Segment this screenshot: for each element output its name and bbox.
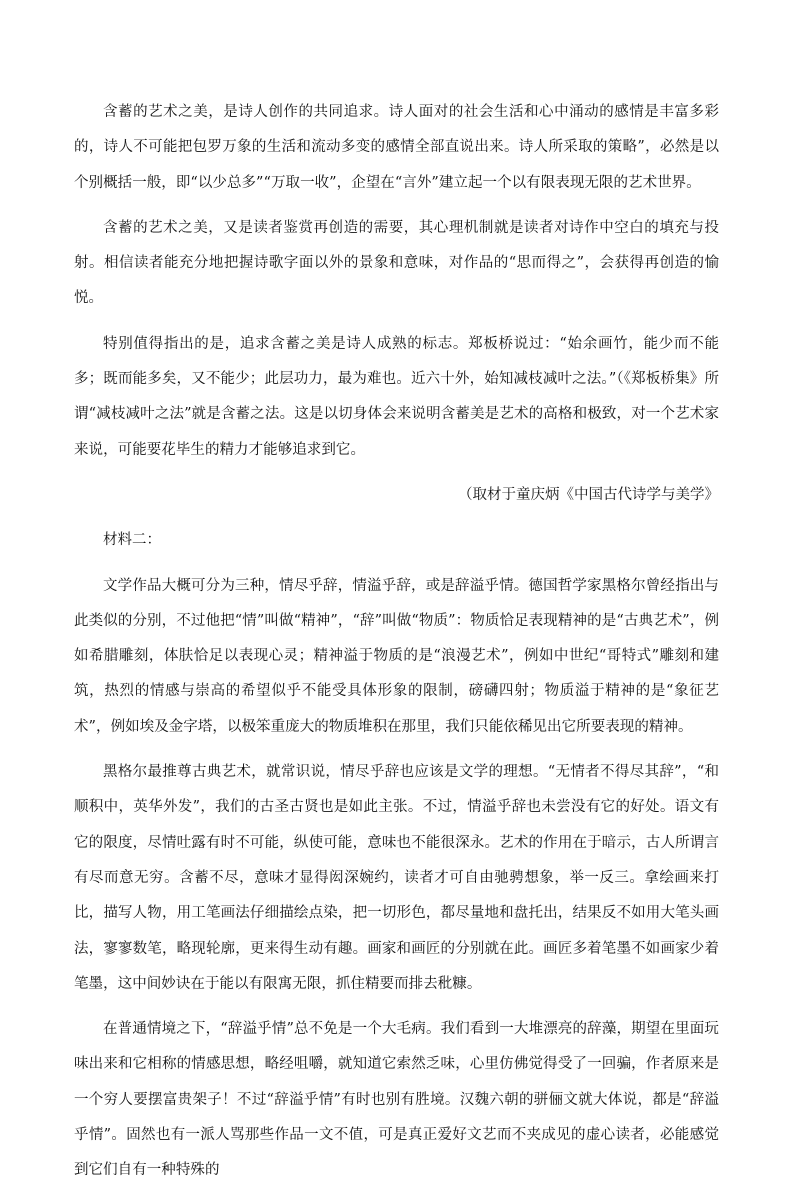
paragraph-aesthetics-reader: 含蓄的艺术之美，又是读者鉴赏再创造的需要，其心理机制就是读者对诗作中空白的填充与投射。相信读者能充分地把握诗歌字面以外的景象和意味，对作品的“思而得之”，会获得再创造的愉悦。: [74, 219, 719, 307]
paragraph-hegel-classical: 黑格尔最推尊古典艺术，就常识说，情尽乎辞也应该是文学的理想。“无情者不得尽其辞”，“和顺积中，英华外发”，我们的古圣古贤也是如此主张。不过，情溢乎辞也未尝没有它的好处。语文有它的限度，尽情吐露有时不可能，纵使可能，意味也不能很深永。艺术的作用在于暗示，古人所谓言有尽而意无穷。含蓄不尽，意味才显得闳深婉约，读者才可自由驰骋想象，举一反三。拿绘画来打比，描写人物，用工笔画法仔细描绘点染，把一切形色，都尽量地和盘托出，结果反不如用大笔头画法，寥寥数笔，略现轮廓，更来得生动有趣。画家和画匠的分别就在此。画匠多着笔墨不如画家少着笔墨，这中间妙诀在于能以有限寓无限，抓住精要而排去秕糠。: [74, 764, 719, 992]
document-body: [74, 95, 719, 1189]
material-heading: 材料二：: [103, 532, 161, 549]
paragraph-rhetoric-excess: 在普通情境之下，“辞溢乎情”总不免是一个大毛病。我们看到一大堆漂亮的辞藻，期望在里面玩味出来和它相称的情感思想，略经咀嚼，就知道它索然乏味，心里仿佛觉得受了一回骗，作者原来是一个穷人要摆富贵架子！不过“辞溢乎情”有时也别有胜境。汉魏六朝的骈俪文就大体说，都是“辞溢乎情”。固然也有一派人骂那些作品一文不值，可是真正爱好文艺而不夹成见的虚心读者，必能感觉到它们自有一种特殊的: [74, 1021, 719, 1179]
paragraph-aesthetics-creation: 含蓄的艺术之美，是诗人创作的共同追求。诗人面对的社会生活和心中涌动的感情是丰富多彩的，诗人不可能把包罗万象的生活和流动多变的感情全部直说出来。诗人所采取的策略”，必然是以个别概括一般，即“以少总多”“万取一收”，企望在“言外”建立起一个以有限表现无限的艺术世界。: [74, 104, 719, 191]
paragraph-three-types: 文学作品大概可分为三种，情尽乎辞，情溢乎辞，或是辞溢乎情。德国哲学家黑格尔曾经指出与此类似的分别，不过他把“情”叫做“精神”，“辞”叫做“物质”：物质恰足表现精神的是“古典艺术”，例如希腊雕刻，体肤恰足以表现心灵；精神溢于物质的是“浪漫艺术”，例如中世纪“哥特式”雕刻和建筑，热烈的情感与崇高的希望似乎不能受具体形象的限制，磅礴四射；物质溢于精神的是“象征艺术”，例如埃及金字塔，以极笨重庞大的物质堆积在那里，我们只能依稀见出它所要表现的精神。: [74, 577, 719, 735]
paragraph-aesthetics-maturity: 特别值得指出的是，追求含蓄之美是诗人成熟的标志。郑板桥说过：“始余画竹，能少而不能多；既而能多矣，又不能少；此层功力，最为难也。近六十外，始知减枝减叶之法。”（《郑板桥集》所谓“减枝减叶之法”就是含蓄之法。这是以切身体会来说明含蓄美是艺术的高格和极致，对一个艺术家来说，可能要花毕生的精力才能够追求到它。: [74, 335, 719, 458]
source-citation: （取材于童庆炳《中国古代诗学与美学》: [458, 486, 719, 503]
